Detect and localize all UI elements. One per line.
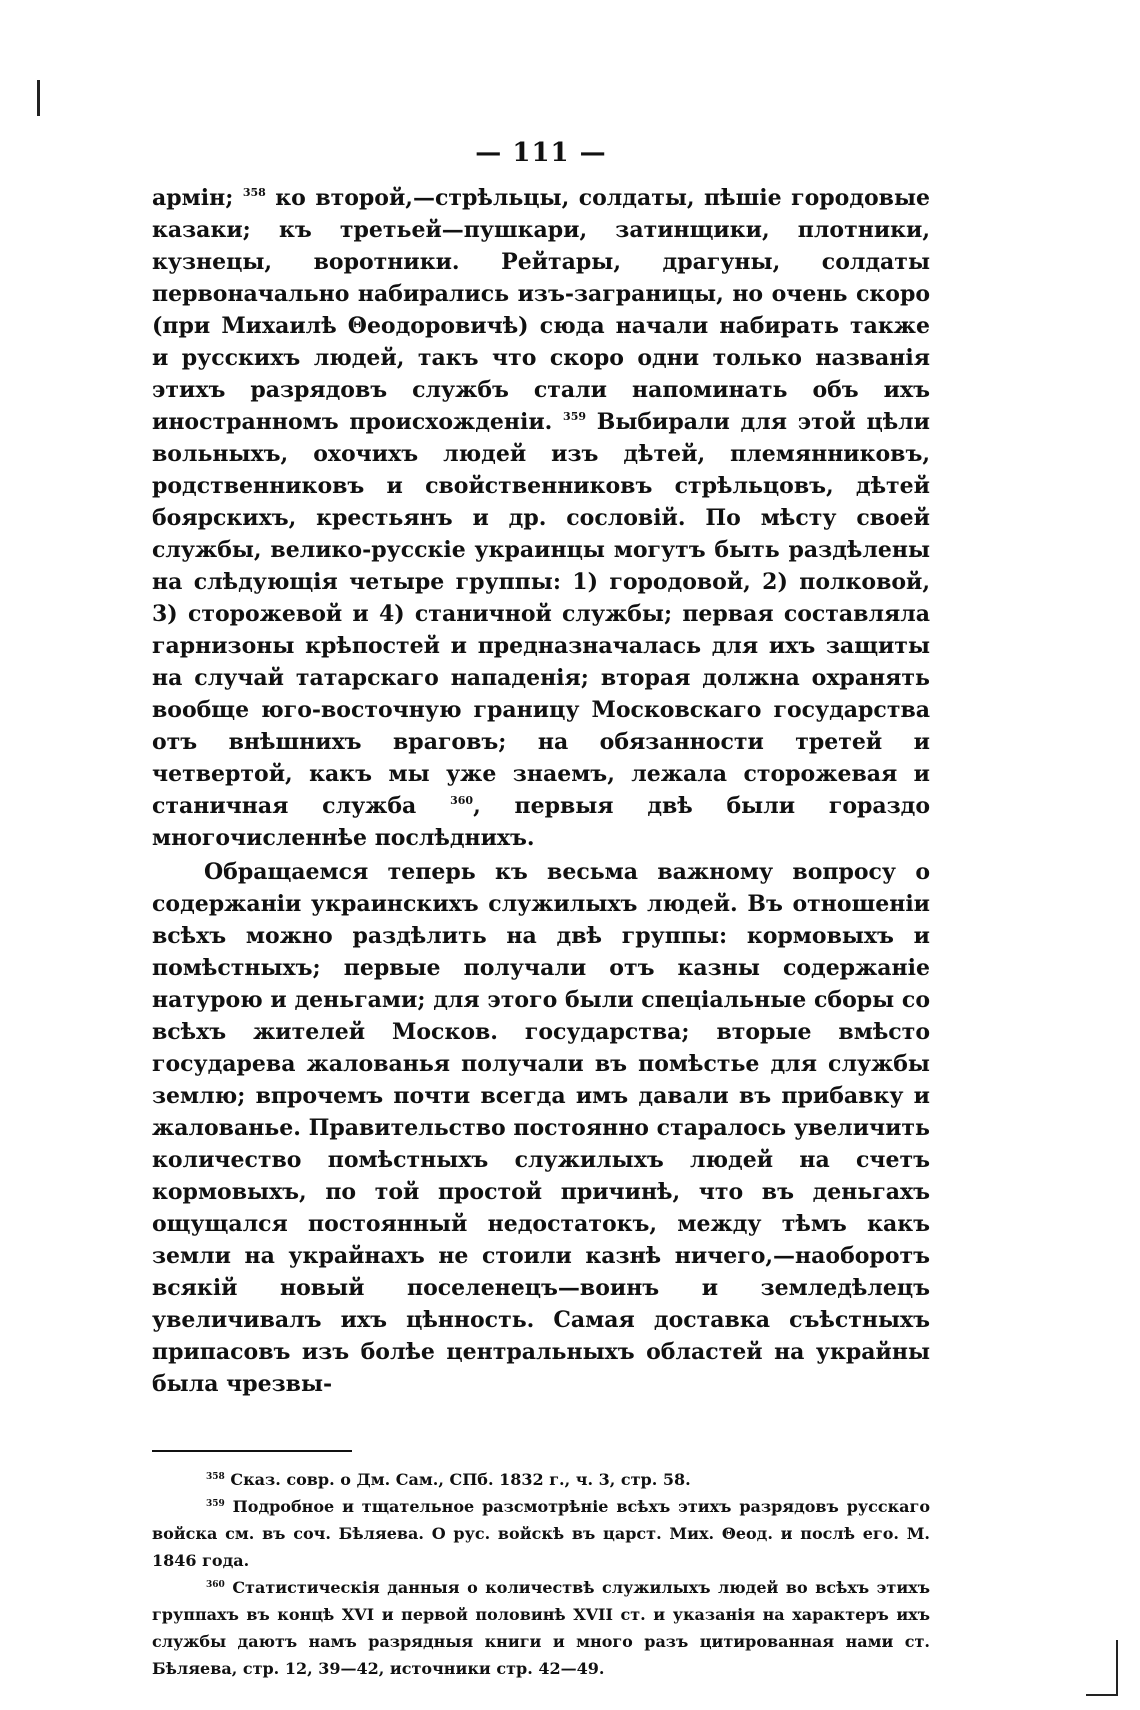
paragraph-1 (152, 182, 930, 854)
footnote (152, 1493, 930, 1574)
corner-scan-mark-vertical (1116, 1640, 1118, 1696)
footnote-separator (152, 1450, 352, 1452)
text-run: , первыя двѣ были гораздо многочисленнѣе послѣднихъ. (152, 793, 931, 851)
corner-scan-mark-horizontal (1086, 1694, 1118, 1696)
footnote (152, 1466, 930, 1493)
footnote-text: Подробное и тщательное разсмотрѣніе всѣхъ этихъ разрядовъ русскаго войска см. въ соч. Бѣляева. О рус. войскѣ въ царст. Мих. Θеод. и послѣ его. М. 1846 года. (152, 1497, 930, 1570)
footnote-reference: 359 (563, 410, 587, 423)
footnote-reference: 360 (450, 794, 474, 807)
text-run: Выбирали для этой цѣли вольныхъ, охочихъ людей изъ дѣтей, племянниковъ, родственниковъ и свойственниковъ стрѣльцовъ, дѣтей боярскихъ, крестьянъ и др. сословій. По мѣсту своей службы, велико-русскіе украинцы могутъ быть раздѣлены на слѣдующія четыре группы: 1) городовой, 2) полковой, 3) сторожевой и 4) станичной службы; первая составляла гарнизоны крѣпостей и предназначалась для ихъ защиты на случай татарскаго нападенія; вторая должна охранять вообще юго-восточную границу Московскаго государства отъ внѣшнихъ враговъ; на обязанности третей и четвертой, какъ мы уже знаемъ, лежала сторожевая и станичная служба (152, 409, 930, 819)
text-run: ко второй,—стрѣльцы, солдаты, пѣшіе городовые казаки; къ третьей—пушкари, затинщики, плотники, кузнецы, воротники. Рейтары, драгуны, солдаты первоначально набирались изъ-заграницы, но очень скоро (при Михаилѣ Θеодоровичѣ) сюда начали набирать также и русскихъ людей, такъ что скоро одни только названія этихъ разрядовъ службъ стали напоминать объ ихъ иностранномъ происхожденіи. (152, 185, 930, 435)
body-text (152, 182, 930, 1400)
text-run: армін; (152, 185, 243, 211)
left-edge-scan-mark (37, 80, 40, 116)
paragraph-2: Обращаемся теперь къ весьма важному вопросу о содержаніи украинскихъ служилыхъ людей. Въ отношеніи всѣхъ можно раздѣлить на двѣ группы: кормовыхъ и помѣстныхъ; первые получали отъ казны содержаніе натурою и деньгами; для этого были спеціальные сборы со всѣхъ жителей Москов. государства; вторые вмѣсто государева жалованья получали въ помѣстье для службы землю; впрочемъ почти всегда имъ давали въ прибавку и жалованье. Правительство постоянно старалось увеличить количество помѣстныхъ служилыхъ людей на счетъ кормовыхъ, по той простой причинѣ, что въ деньгахъ ощущался постоянный недостатокъ, между тѣмъ какъ земли на украйнахъ не стоили казнѣ ничего,—наоборотъ всякій новый поселенецъ—воинъ и земледѣлецъ увеличивалъ ихъ цѣнность. Самая доставка съѣстныхъ припасовъ изъ болѣе центральныхъ областей на украйны была чрезвы- (152, 859, 930, 1397)
page-number: — 111 — (475, 138, 607, 168)
footnote-text: Статистическія данныя о количествѣ служилыхъ людей во всѣхъ этихъ группахъ въ концѣ XVI и первой половинѣ XVII ст. и указанія на характеръ ихъ службы даютъ намъ разрядныя книги и много разъ цитированная нами ст. Бѣляева, стр. 12, 39—42, источники стр. 42—49. (152, 1578, 930, 1678)
footnote-number: 360 (206, 1580, 225, 1590)
footnote-reference: 358 (242, 186, 266, 199)
footnote-number: 359 (206, 1499, 225, 1509)
footnote-text: Сказ. совр. о Дм. Сам., СПб. 1832 г., ч. 3, стр. 58. (224, 1470, 691, 1489)
footnotes (152, 1466, 930, 1682)
footnote (152, 1574, 930, 1682)
page-content (152, 138, 930, 1682)
footnote-number: 358 (206, 1472, 225, 1482)
